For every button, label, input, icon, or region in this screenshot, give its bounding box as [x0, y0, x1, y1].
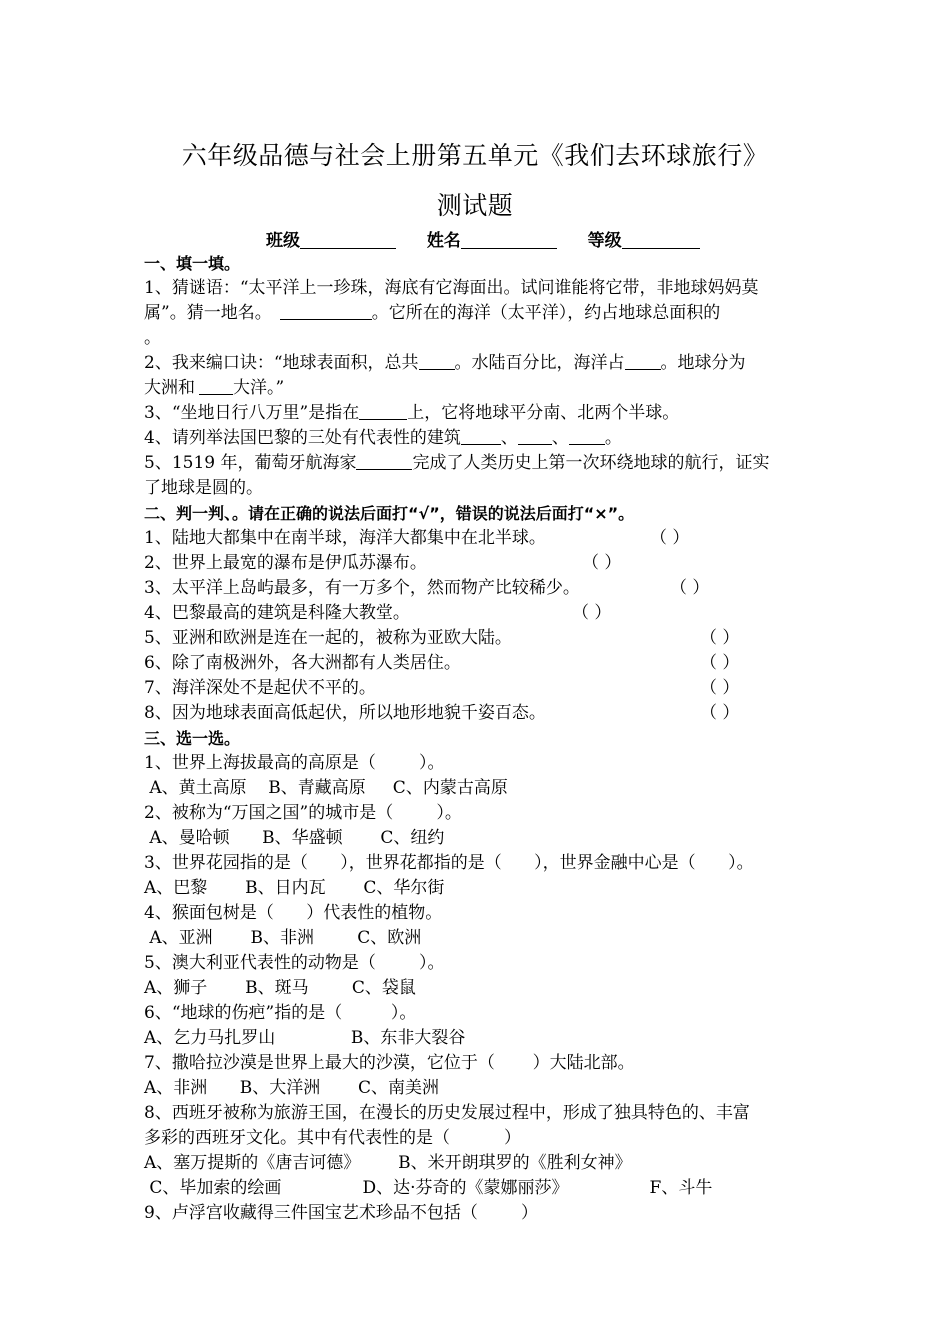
q5-text-a: 5、1519 年，葡萄牙航海家	[144, 453, 357, 473]
mc-q4-options: A、亚洲 B、非洲 C、欧洲	[144, 928, 422, 948]
q5-text-b: 完成了人类历史上第一次环绕地球的航行，证实	[412, 453, 770, 473]
mc-q1: 1、世界上海拔最高的高原是（ ）。	[144, 753, 445, 773]
q4-sep-1: 、	[500, 428, 518, 448]
mc-q6-options: A、乞力马扎罗山 B、东非大裂谷	[144, 1028, 466, 1048]
tf-item-6	[144, 651, 814, 676]
q1-line1: 1、猜谜语：“太平洋上一珍珠，海底有它海面出。试问谁能将它带，非地球妈妈莫	[144, 278, 759, 298]
tf-item-text: 8、因为地球表面高低起伏，所以地形地貌千姿百态。	[144, 703, 546, 723]
student-info-line	[266, 226, 700, 251]
q2-line1	[144, 351, 814, 376]
section3-heading: 三、选一选。	[144, 729, 241, 748]
mc-q7-options: A、非洲 B、大洋洲 C、南美洲	[144, 1078, 440, 1098]
mc-q2-options: A、曼哈顿 B、华盛顿 C、纽约	[144, 828, 445, 848]
q4-blank-3[interactable]	[569, 427, 605, 445]
tf-item-4	[144, 601, 814, 626]
mc-q1-options: A、黄土高原 B、青藏高原 C、内蒙古高原	[144, 778, 508, 798]
q3-text-a: 3、“坐地日行八万里”是指在	[144, 403, 360, 423]
name-label: 姓名	[426, 231, 461, 251]
q4-end: 。	[604, 428, 622, 448]
q3-text-b: 上，它将地球平分南、北两个半球。	[407, 403, 680, 423]
name-blank[interactable]	[461, 230, 557, 249]
q4-blank-2[interactable]	[518, 427, 552, 445]
mc-q9: 9、卢浮宫收藏得三件国宝艺术珍品不包括（ ）	[144, 1203, 539, 1223]
mc-q8-options-1: A、塞万提斯的《唐吉诃德》 B、米开朗琪罗的《胜利女神》	[144, 1153, 632, 1173]
tf-item-8	[144, 701, 814, 726]
q2-text-d: 大洲和	[144, 378, 195, 398]
q2-text-c: 。地球分为	[660, 353, 746, 373]
document-subtitle: 测试题	[436, 191, 514, 220]
tf-answer-paren[interactable]: （ ）	[670, 578, 710, 598]
mc-q8-line1: 8、西班牙被称为旅游王国，在漫长的历史发展过程中，形成了独具特色的、丰富	[144, 1103, 750, 1123]
tf-item-2	[144, 551, 814, 576]
mc-q8-line2: 多彩的西班牙文化。其中有代表性的是（ ）	[144, 1128, 522, 1148]
class-blank[interactable]	[300, 230, 396, 249]
q2-line2	[144, 376, 814, 401]
q4-sep-2: 、	[551, 428, 569, 448]
q5-line2: 了地球是圆的。	[144, 478, 263, 498]
q2-blank-3[interactable]	[199, 377, 233, 395]
q1-line2	[144, 301, 814, 326]
q4-line	[144, 426, 814, 451]
tf-answer-paren[interactable]: （ ）	[650, 528, 690, 548]
tf-answer-paren[interactable]: （ ）	[700, 703, 740, 723]
q4-text-a: 4、请列举法国巴黎的三处有代表性的建筑	[144, 428, 461, 448]
q2-text-e: 大洋。”	[233, 378, 285, 398]
q2-text-a: 2、我来编口诀：“地球表面积，总共	[144, 353, 419, 373]
tf-item-text: 7、海洋深处不是起伏不平的。	[144, 678, 376, 698]
grade-label: 等级	[587, 231, 622, 251]
tf-item-5	[144, 626, 814, 651]
mc-q5: 5、澳大利亚代表性的动物是（ ）。	[144, 953, 445, 973]
class-label: 班级	[266, 231, 300, 251]
q3-blank[interactable]	[359, 402, 407, 420]
document-title: 六年级品德与社会上册第五单元《我们去环球旅行》	[181, 141, 769, 170]
tf-item-text: 5、亚洲和欧洲是连在一起的，被称为亚欧大陆。	[144, 628, 512, 648]
tf-item-3	[144, 576, 814, 601]
q2-blank-2[interactable]	[625, 352, 661, 370]
q4-blank-1[interactable]	[461, 427, 501, 445]
tf-answer-paren[interactable]: （ ）	[572, 603, 612, 623]
tf-item-text: 1、陆地大都集中在南半球，海洋大都集中在北半球。	[144, 528, 546, 548]
q1-line3: 。	[144, 328, 161, 348]
tf-item-text: 3、太平洋上岛屿最多，有一万多个，然而物产比较稀少。	[144, 578, 580, 598]
tf-item-text: 2、世界上最宽的瀑布是伊瓜苏瀑布。	[144, 553, 427, 573]
tf-answer-paren[interactable]: （ ）	[700, 628, 740, 648]
exam-content	[144, 251, 814, 1226]
q3-line	[144, 401, 814, 426]
q1-text-a: 属”。猜一地名。	[144, 303, 272, 323]
tf-answer-paren[interactable]: （ ）	[700, 653, 740, 673]
mc-q4: 4、猴面包树是（ ）代表性的植物。	[144, 903, 443, 923]
mc-q8-options-2: C、毕加索的绘画 D、达·芬奇的《蒙娜丽莎》 F、斗牛	[144, 1178, 713, 1198]
tf-answer-paren[interactable]: （ ）	[700, 678, 740, 698]
mc-q5-options: A、狮子 B、斑马 C、袋鼠	[144, 978, 416, 998]
q2-blank-1[interactable]	[419, 352, 455, 370]
q5-line1	[144, 451, 814, 476]
tf-answer-paren[interactable]: （ ）	[582, 553, 622, 573]
mc-q3-options: A、巴黎 B、日内瓦 C、华尔街	[144, 878, 445, 898]
tf-item-1	[144, 526, 814, 551]
tf-item-7	[144, 676, 814, 701]
section2-heading: 二、判一判、。请在正确的说法后面打“√”，错误的说法后面打“×”。	[144, 504, 635, 523]
section1-heading: 一、填一填。	[144, 254, 241, 273]
grade-blank[interactable]	[622, 230, 700, 249]
q2-text-b: 。水陆百分比，海洋占	[454, 353, 625, 373]
q1-text-b: 。它所在的海洋（太平洋），约占地球总面积的	[371, 303, 721, 323]
tf-item-text: 6、除了南极洲外，各大洲都有人类居住。	[144, 653, 461, 673]
mc-q7: 7、撒哈拉沙漠是世界上最大的沙漠，它位于（ ）大陆北部。	[144, 1053, 635, 1073]
mc-q2: 2、被称为“万国之国”的城市是（ ）。	[144, 803, 462, 823]
mc-q3: 3、世界花园指的是（ ），世界花都指的是（ ），世界金融中心是（ ）。	[144, 853, 754, 873]
q1-answer-blank[interactable]	[280, 302, 372, 320]
tf-item-text: 4、巴黎最高的建筑是科隆大教堂。	[144, 603, 410, 623]
mc-q6: 6、“地球的伤疤”指的是（ ）。	[144, 1003, 417, 1023]
q5-blank[interactable]	[356, 452, 412, 470]
